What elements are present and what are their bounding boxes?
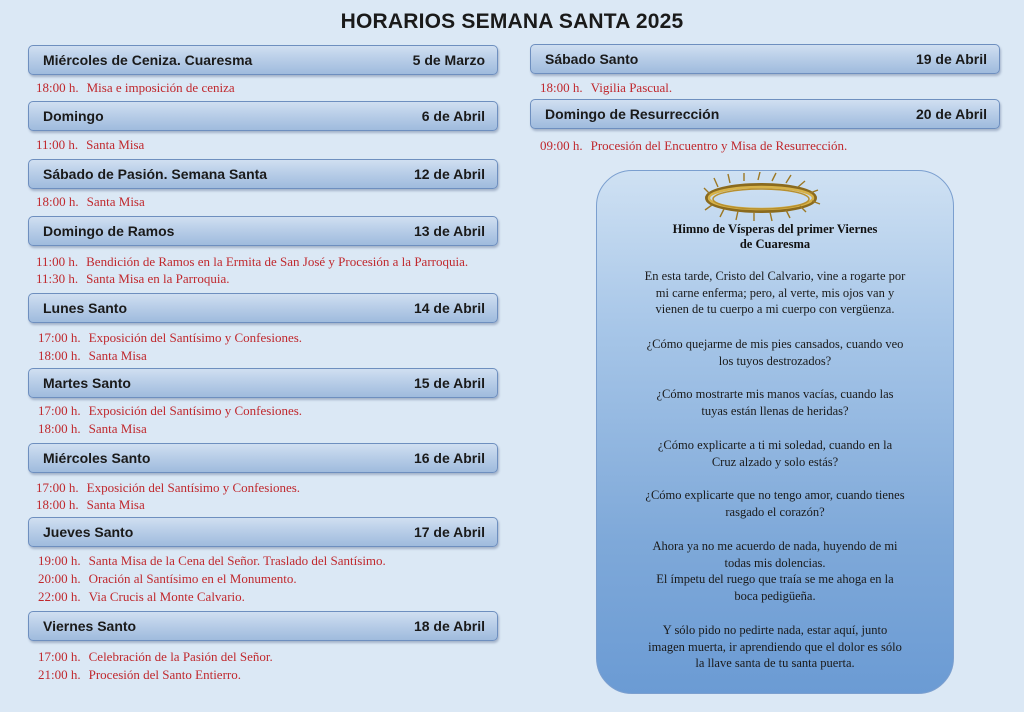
hymn-line: boca pedigüeña. xyxy=(734,588,816,603)
day-date: 16 de Abril xyxy=(413,450,485,466)
hymn-line: ¿Cómo explicarte que no tengo amor, cuando tienes xyxy=(645,488,905,502)
hymn-stanza xyxy=(612,538,938,604)
event-text: Santa Misa xyxy=(88,348,147,363)
day-date: 14 de Abril xyxy=(413,300,485,316)
day-date: 18 de Abril xyxy=(413,618,485,634)
event-time: 11:00 h. xyxy=(36,254,79,269)
day-name: Lunes Santo xyxy=(43,300,128,316)
event-time: 17:00 h. xyxy=(36,480,79,495)
hymn-stanza xyxy=(612,268,938,318)
day-date: 5 de Marzo xyxy=(412,52,485,68)
day-name: Domingo xyxy=(43,108,104,124)
event-text: Bendición de Ramos en la Ermita de San José y Procesión a la Parroquia. xyxy=(86,254,469,269)
event-line xyxy=(38,330,302,346)
event-time: 20:00 h. xyxy=(38,571,81,586)
event-text: Santa Misa en la Parroquia. xyxy=(86,271,230,286)
event-line xyxy=(38,348,147,364)
event-time: 18:00 h. xyxy=(38,421,81,436)
event-time: 18:00 h. xyxy=(540,80,583,95)
event-time: 19:00 h. xyxy=(38,553,81,568)
day-date: 6 de Abril xyxy=(421,108,485,124)
hymn-title-line: Himno de Vísperas del primer Viernes xyxy=(672,222,878,236)
crown-of-thorns-icon xyxy=(700,172,822,222)
day-header-miercoles-ceniza xyxy=(28,45,498,75)
day-header-sabado-pasion xyxy=(28,159,498,189)
day-header-viernes-santo xyxy=(28,611,498,641)
event-time: 21:00 h. xyxy=(38,667,81,682)
event-line xyxy=(38,667,241,683)
event-line xyxy=(36,80,235,96)
day-name: Jueves Santo xyxy=(43,524,134,540)
day-name: Sábado Santo xyxy=(545,51,639,67)
day-header-domingo-ramos xyxy=(28,216,498,246)
day-header-domingo xyxy=(28,101,498,131)
hymn-stanza xyxy=(612,386,938,419)
event-text: Via Crucis al Monte Calvario. xyxy=(88,589,245,604)
event-line xyxy=(36,194,145,210)
day-name: Miércoles de Ceniza. Cuaresma xyxy=(43,52,253,68)
event-time: 11:30 h. xyxy=(36,271,79,286)
event-line xyxy=(38,589,245,605)
hymn-line: ¿Cómo mostrarte mis manos vacías, cuando las xyxy=(656,387,894,401)
event-time: 18:00 h. xyxy=(38,348,81,363)
hymn-line: vienen de tu cuerpo a mi cuerpo con vergüenza. xyxy=(655,302,895,316)
hymn-stanza xyxy=(612,622,938,672)
event-time: 17:00 h. xyxy=(38,330,81,345)
event-line xyxy=(36,271,229,287)
event-time: 17:00 h. xyxy=(38,649,81,664)
hymn-line: Cruz alzado y solo estás? xyxy=(711,454,839,469)
day-name: Domingo de Ramos xyxy=(43,223,175,239)
event-line xyxy=(38,649,273,665)
hymn-line: ¿Cómo explicarte a ti mi soledad, cuando en la xyxy=(657,438,893,452)
day-name: Martes Santo xyxy=(43,375,131,391)
event-line xyxy=(36,480,300,496)
event-text: Exposición del Santísimo y Confesiones. xyxy=(88,403,303,418)
event-line xyxy=(36,137,144,153)
day-date: 19 de Abril xyxy=(915,51,987,67)
hymn-line: la llave santa de tu santa puerta. xyxy=(695,656,855,670)
hymn-line: En esta tarde, Cristo del Calvario, vine a rogarte por xyxy=(644,269,906,283)
event-line xyxy=(38,421,147,437)
day-date: 17 de Abril xyxy=(413,524,485,540)
event-line xyxy=(38,571,297,587)
event-text: Celebración de la Pasión del Señor. xyxy=(88,649,273,664)
event-time: 17:00 h. xyxy=(38,403,81,418)
hymn-line: Ahora ya no me acuerdo de nada, huyendo de mi xyxy=(652,539,898,553)
event-time: 18:00 h. xyxy=(36,194,79,209)
day-date: 20 de Abril xyxy=(915,106,987,122)
hymn-line: tuyas están llenas de heridas? xyxy=(701,403,849,418)
event-time: 09:00 h. xyxy=(540,138,583,153)
hymn-stanza xyxy=(612,336,938,369)
day-date: 12 de Abril xyxy=(413,166,485,182)
event-text: Santa Misa xyxy=(86,194,145,209)
event-time: 18:00 h. xyxy=(36,80,79,95)
hymn-title xyxy=(630,222,920,252)
event-text: Vigilia Pascual. xyxy=(590,80,673,95)
event-line xyxy=(36,497,145,513)
event-text: Misa e imposición de ceniza xyxy=(86,80,235,95)
day-date: 15 de Abril xyxy=(413,375,485,391)
event-time: 18:00 h. xyxy=(36,497,79,512)
event-time: 22:00 h. xyxy=(38,589,81,604)
day-name: Viernes Santo xyxy=(43,618,137,634)
hymn-line: imagen muerta, ir aprendiendo que el dolor es sólo xyxy=(648,639,902,654)
hymn-line: los tuyos destrozados? xyxy=(718,353,832,368)
hymn-title-line: de Cuaresma xyxy=(739,237,811,251)
hymn-stanza xyxy=(612,487,938,520)
event-line xyxy=(540,80,672,96)
page-title: HORARIOS SEMANA SANTA 2025 xyxy=(340,10,684,33)
event-line xyxy=(38,403,302,419)
event-text: Oración al Santísimo en el Monumento. xyxy=(88,571,297,586)
event-line xyxy=(38,553,386,569)
event-text: Procesión del Santo Entierro. xyxy=(88,667,241,682)
hymn-line: todas mis dolencias. xyxy=(724,555,826,570)
event-text: Santa Misa xyxy=(86,137,145,152)
hymn-line: rasgado el corazón? xyxy=(725,504,825,519)
event-text: Santa Misa xyxy=(88,421,147,436)
day-header-domingo-resurreccion xyxy=(530,99,1000,129)
event-text: Exposición del Santísimo y Confesiones. xyxy=(86,480,301,495)
event-text: Santa Misa de la Cena del Señor. Traslado del Santísimo. xyxy=(88,553,386,568)
day-date: 13 de Abril xyxy=(413,223,485,239)
day-name: Miércoles Santo xyxy=(43,450,151,466)
event-text: Exposición del Santísimo y Confesiones. xyxy=(88,330,303,345)
day-name: Domingo de Resurrección xyxy=(545,106,720,122)
hymn-line: ¿Cómo quejarme de mis pies cansados, cuando veo xyxy=(646,337,904,351)
day-header-jueves-santo xyxy=(28,517,498,547)
hymn-line: mi carne enferma; pero, al verte, mis ojos van y xyxy=(655,285,895,300)
day-header-miercoles-santo xyxy=(28,443,498,473)
day-name: Sábado de Pasión. Semana Santa xyxy=(43,166,268,182)
day-header-lunes-santo xyxy=(28,293,498,323)
hymn-line: El ímpetu del ruego que traía se me ahoga en la xyxy=(656,572,894,586)
hymn-line: Y sólo pido no pedirte nada, estar aquí, junto xyxy=(662,623,888,637)
event-text: Santa Misa xyxy=(86,497,145,512)
day-header-sabado-santo xyxy=(530,44,1000,74)
event-line xyxy=(540,138,847,154)
hymn-stanza xyxy=(612,437,938,470)
event-line xyxy=(36,254,468,270)
day-header-martes-santo xyxy=(28,368,498,398)
event-text: Procesión del Encuentro y Misa de Resurrección. xyxy=(590,138,848,153)
event-time: 11:00 h. xyxy=(36,137,79,152)
